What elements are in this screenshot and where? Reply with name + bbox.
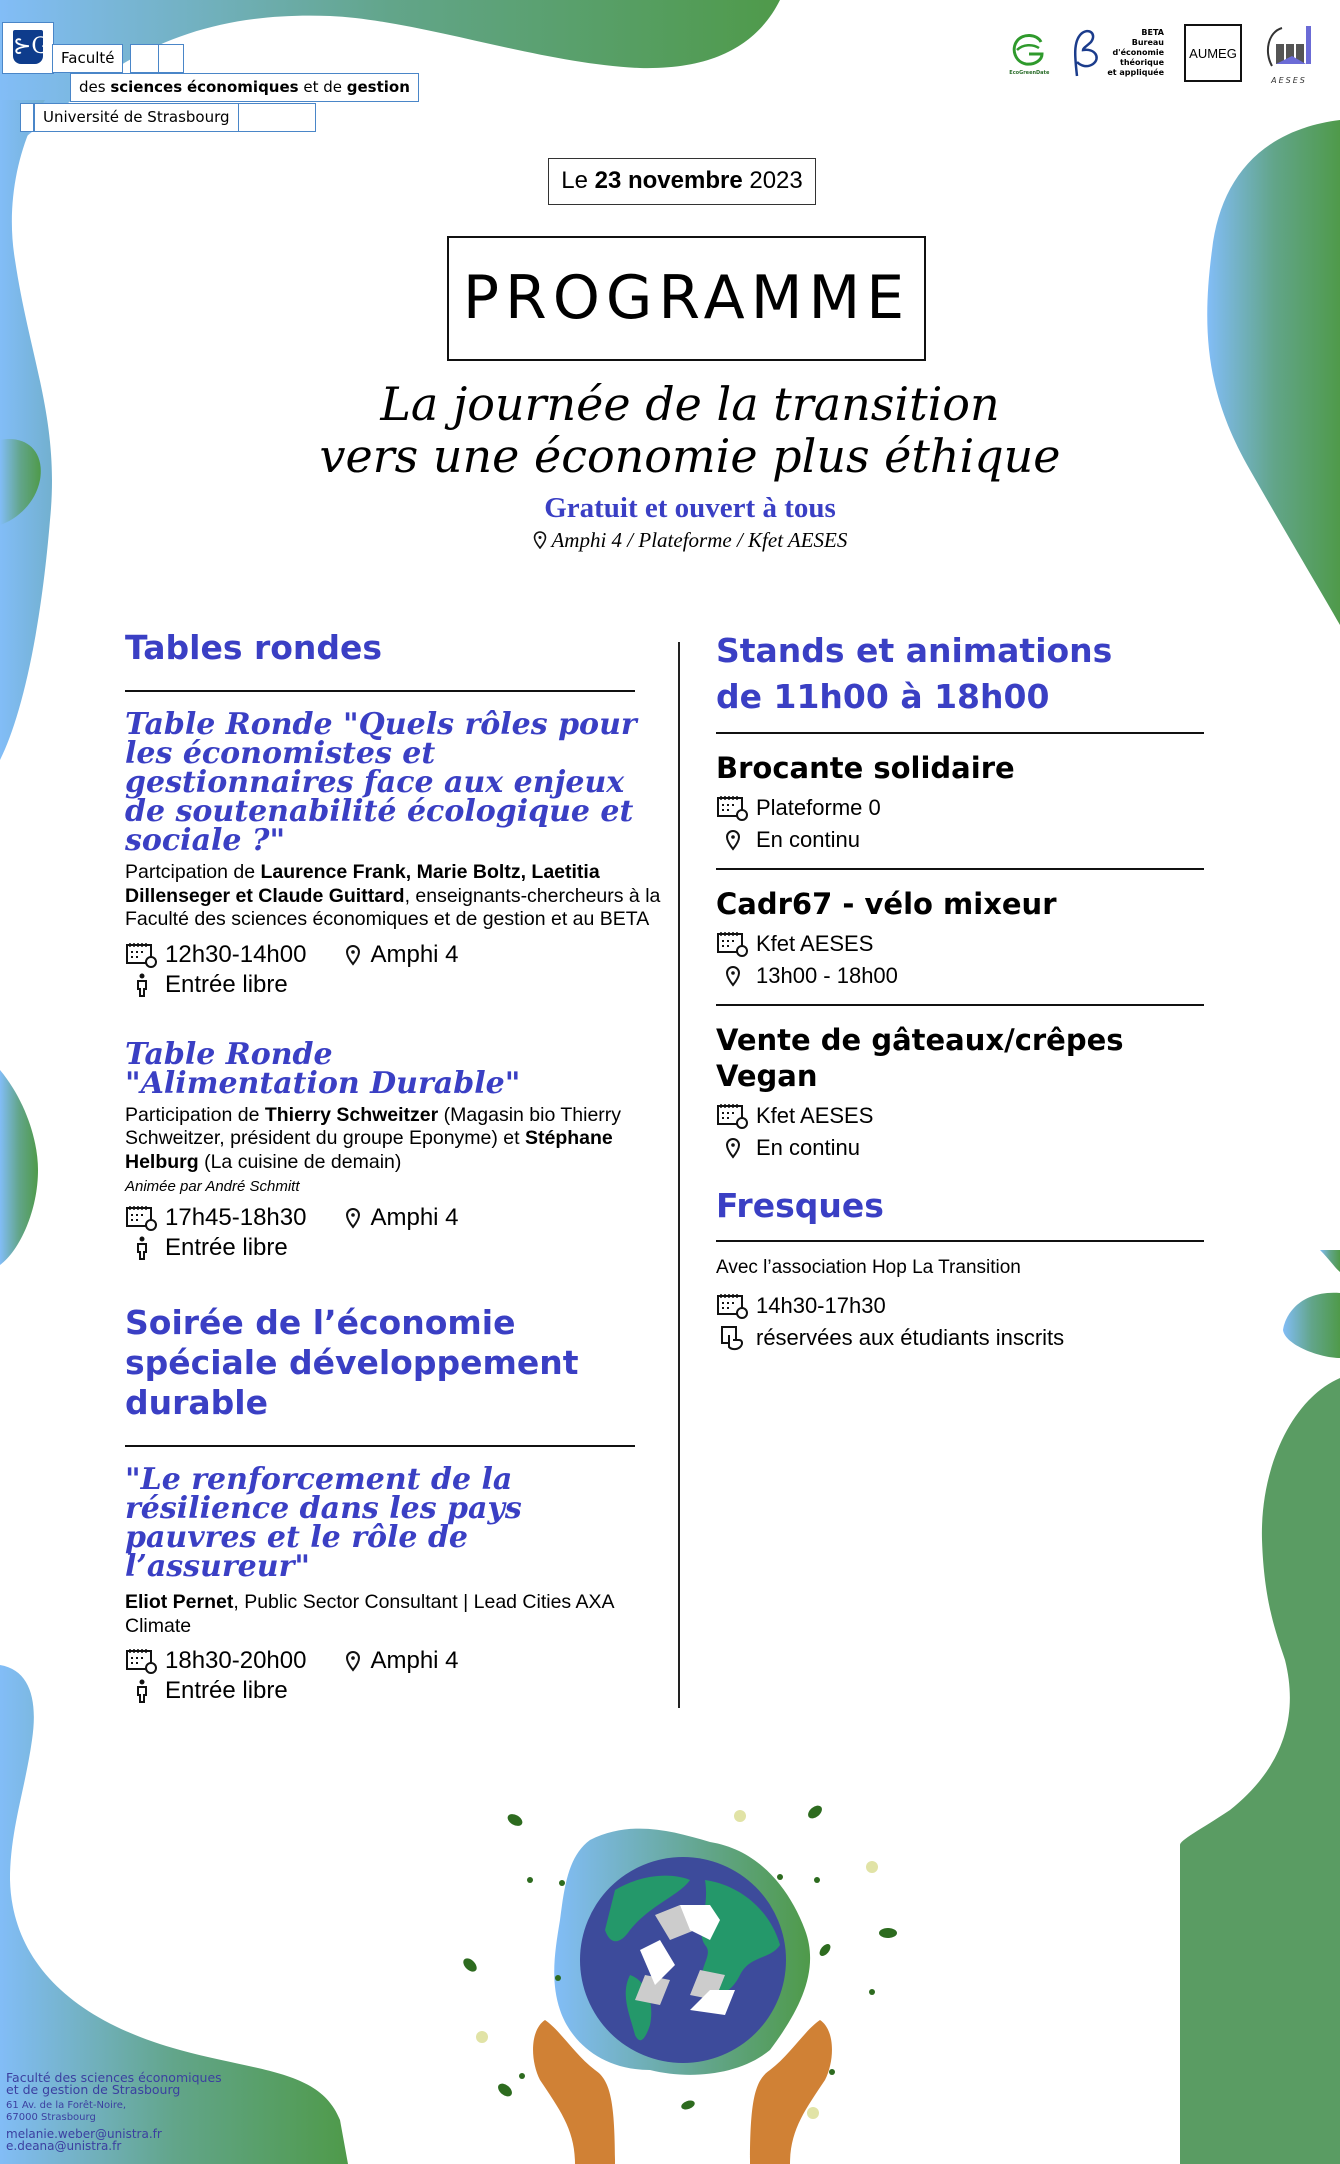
talk-item [125,707,670,1000]
stand-item [716,750,1206,856]
column-divider [678,642,680,1708]
talk-room: Amphi 4 [370,1647,459,1674]
email-link[interactable]: melanie.weber@unistra.fr [6,2127,162,2141]
event-title: La journée de la transition vers une économie plus éthique [319,377,1061,483]
talk-time: 12h30-14h00 [165,940,307,968]
blob-right-upper [1207,120,1340,625]
stand-when: En continu [756,827,860,852]
section-divider [716,1240,1204,1242]
location-pin-icon [342,1647,364,1675]
aeses-logo: AESES [1262,22,1316,85]
talk-meta [125,1203,670,1263]
talk-time: 18h30-20h00 [165,1647,307,1674]
blob-right-leaf [1283,1293,1340,1358]
stand-item [716,1022,1206,1164]
fresques-access: réservées aux étudiants inscrits [756,1324,1065,1350]
calendar-clock-icon [716,930,750,958]
talk-description: Partcipation de Laurence Frank, Marie Boltz, Laetitia Dillenseger et Claude Guittard, enseignants-chercheurs à la Faculté des sciences économiques et de gestion et au BETA [125,861,661,930]
event-date: Le 23 novembre 2023 [548,158,816,205]
ecogreendate-logo: EcoGreenDate [1009,30,1049,76]
talk-item [125,1462,670,1706]
location-pin-icon [716,962,750,990]
stand-item [716,886,1206,992]
talk-title: "Le renforcement de la résilience dans les pays pauvres et le rôle de l’assureur" [125,1462,522,1584]
talk-time: 17h45-18h30 [165,1204,307,1231]
blob-left-mid [0,1070,38,1265]
talk-meta [125,1646,670,1706]
talk-access: Entrée libre [165,1677,288,1704]
faculty-logo-line1: Faculté [52,44,123,73]
beta-symbol-icon [1069,28,1103,78]
calendar-clock-icon [125,941,159,969]
faculty-logo-line3: Université de Strasbourg [34,103,240,132]
stand-title: Cadr67 - vélo mixeur [716,887,1057,921]
footer-address: 61 Av. de la Forêt-Noire, 67000 Strasbourg [6,2100,127,2123]
blob-right-tip [1320,1250,1340,1272]
stand-place: Kfet AESES [756,931,874,956]
fresques-time: 14h30-17h30 [756,1292,886,1318]
footer-contact [6,2072,222,2152]
person-icon [125,1677,159,1705]
email-link[interactable]: e.deana@unistra.fr [6,2139,122,2153]
section-divider [716,732,1204,734]
faculty-shield-icon: ⊱G [2,22,54,74]
talk-access: Entrée libre [165,1234,288,1261]
partner-logos [1009,18,1316,88]
item-divider [716,1004,1204,1006]
calendar-clock-icon [716,1292,750,1320]
section-title-soiree: Soirée de l’économie spéciale développement durable [125,1303,579,1422]
fresques-intro: Avec l’association Hop La Transition [716,1257,1021,1278]
section-title-stands: Stands et animations de 11h00 à 18h00 [716,631,1113,716]
stand-title: Vente de gâteaux/crêpes Vegan [716,1023,1124,1093]
person-icon [125,1234,159,1262]
location-pin-icon [342,941,364,969]
right-column [716,628,1206,1354]
faculty-logo-line2: des sciences économiques et de gestion [70,73,419,102]
section-title-fresques: Fresques [716,1186,884,1225]
talk-title: Table Ronde "Quels rôles pour les économistes et gestionnaires face aux enjeux de soutenabilité écologique et sociale ?" [125,707,637,858]
footer-org: Faculté des sciences économiques et de gestion de Strasbourg [6,2070,222,2097]
stand-title: Brocante solidaire [716,751,1015,785]
stand-place: Kfet AESES [756,1103,874,1128]
ecogreen-leaf-icon [1009,30,1049,70]
talk-description: Eliot Pernet, Public Sector Consultant | Lead Cities AXA Climate [125,1591,614,1637]
globe-hands-illustration [440,1780,920,2164]
location-pin-icon [716,826,750,854]
talk-moderator: Animée par André Schmitt [125,1178,300,1195]
calendar-clock-icon [125,1647,159,1675]
aeses-building-icon [1262,22,1316,76]
location-pin-icon [342,1204,364,1232]
item-divider [716,868,1204,870]
blob-right-bottom [1180,1378,1340,2164]
section-divider [125,1445,635,1447]
talk-title: Table Ronde "Alimentation Durable" [125,1036,521,1101]
section-title-tables-rondes: Tables rondes [125,628,383,667]
hand-pointer-icon [716,1324,750,1352]
programme-heading: PROGRAMME [447,236,926,361]
location-pin-icon [716,1134,750,1162]
talk-room: Amphi 4 [370,1204,459,1231]
section-divider [125,690,635,692]
location-pin-icon [533,531,547,549]
stand-when: 13h00 - 18h00 [756,963,898,988]
beta-logo: BETA Bureau d'économie théorique et appliquée [1069,28,1164,78]
blob-left-upper [0,100,52,760]
talk-access: Entrée libre [165,970,288,998]
calendar-clock-icon [125,1204,159,1232]
person-icon [125,971,159,999]
calendar-clock-icon [716,1102,750,1130]
talk-description: Participation de Thierry Schweitzer (Magasin bio Thierry Schweitzer, président du groupe Eponyme) et Stéphane Helburg (La cuisine de demain) [125,1103,622,1173]
talk-meta [125,940,670,1000]
footer-emails [6,2128,222,2152]
event-venues: Amphi 4 / Plateforme / Kfet AESES [200,528,1180,553]
stand-place: Plateforme 0 [756,795,881,820]
calendar-clock-icon [716,794,750,822]
talk-room: Amphi 4 [370,940,459,968]
stand-when: En continu [756,1135,860,1160]
talk-item [125,1036,670,1264]
left-column [125,628,670,1706]
aumeg-logo: AUMEG [1184,24,1242,82]
event-subtitle: Gratuit et ouvert à tous [544,492,836,524]
